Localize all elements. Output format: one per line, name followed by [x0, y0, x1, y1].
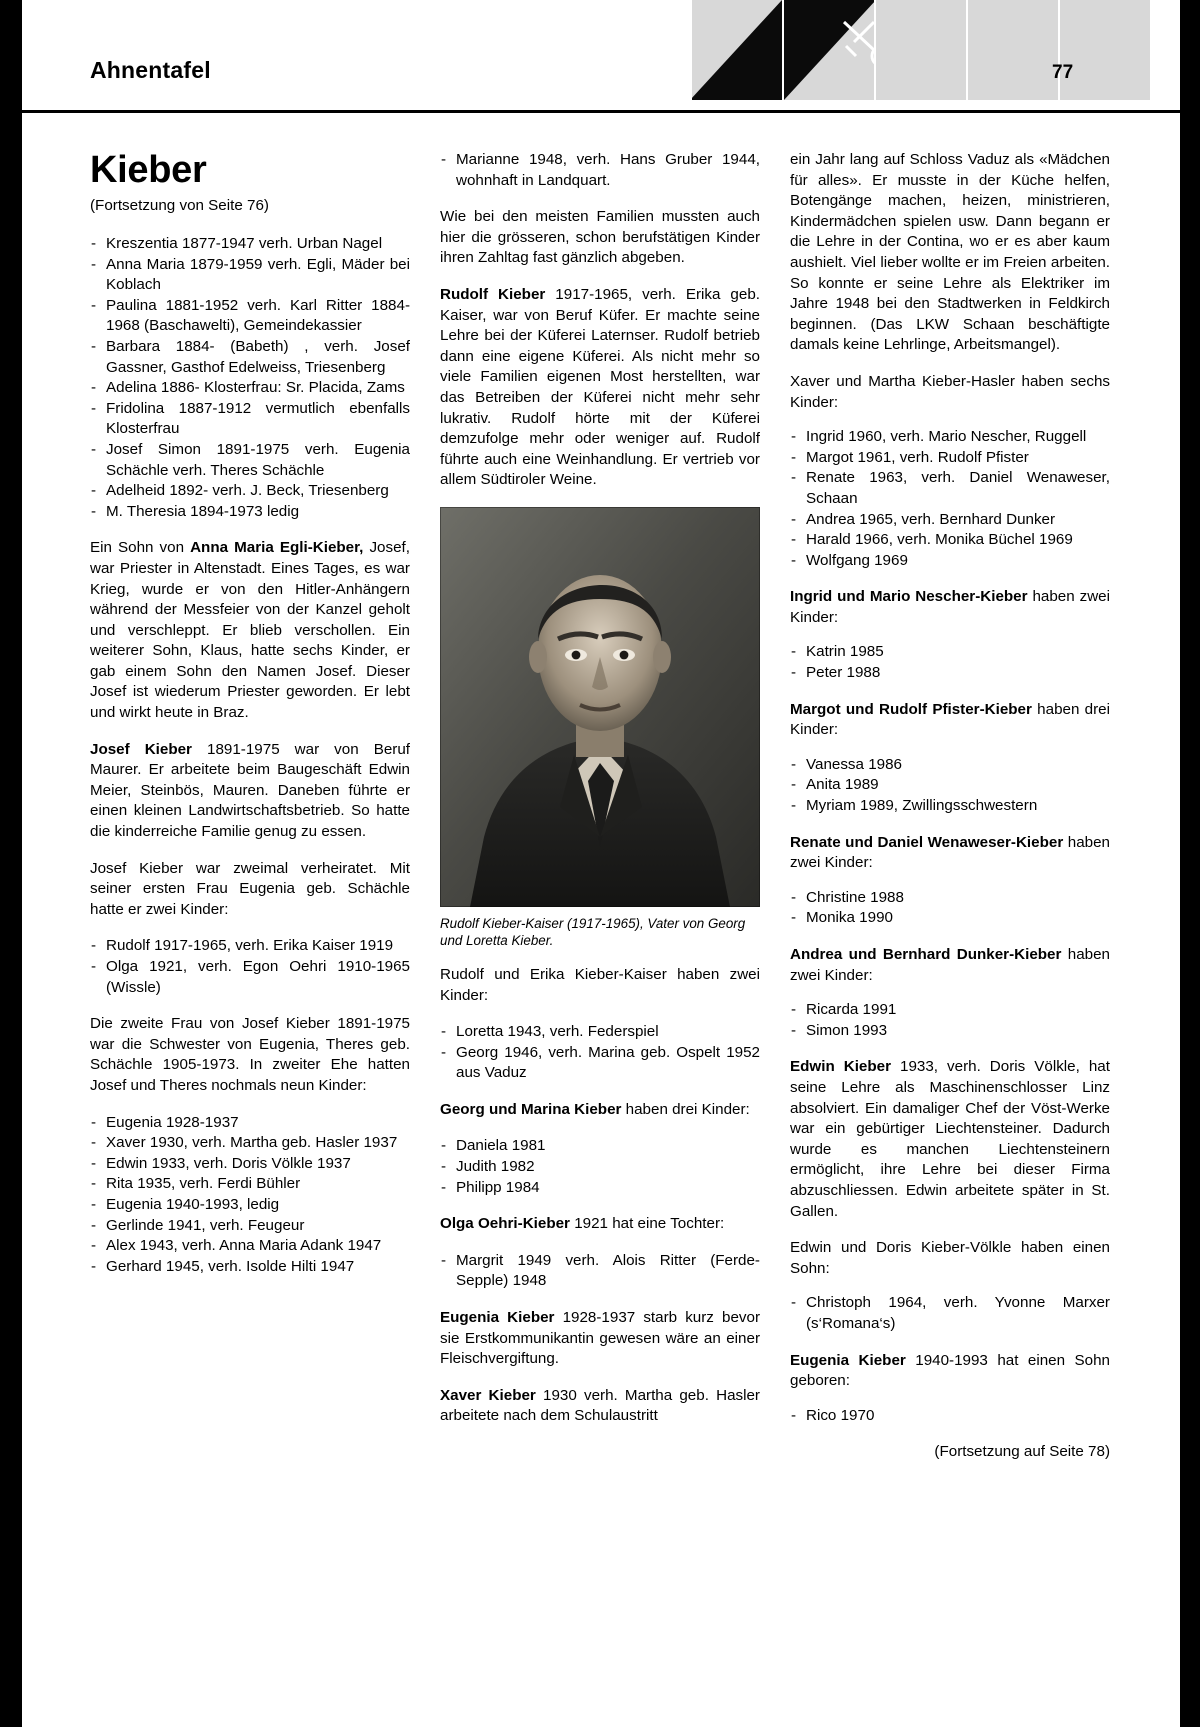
page-title: Ahnentafel [90, 57, 211, 83]
list-item: - Christoph 1964, verh. Yvonne Marxer (s‘Romana‘s) [790, 1293, 1110, 1334]
text-run: haben zwei Kinder: [790, 946, 1110, 984]
list-item: - Rita 1935, verh. Ferdi Bühler [90, 1174, 410, 1195]
list-item: - Myriam 1989, Zwillingsschwestern [790, 796, 1110, 817]
children-list-eugenia [790, 1406, 1110, 1427]
paragraph-xaver-kieber [440, 1386, 760, 1427]
text-run: Ein Sohn von [90, 539, 191, 557]
text-run: 1891-1975 war von Beruf Maurer. Er arbeitete beim Baugeschäft Edwin Meier, Steinbös, Mauren. Daneben führte er einen kleinen Landwirtschaftsbetrieb. So hatte die kinderreiche Familie genug zu essen. [90, 740, 410, 841]
list-item: - Paulina 1881-1952 verh. Karl Ritter 1884-1968 (Baschawelti), Gemeindekassier [90, 296, 410, 337]
children-list-olga [440, 1251, 760, 1292]
list-item: - Rudolf 1917-1965, verh. Erika Kaiser 1919 [90, 936, 410, 957]
paragraph-xaver-continued: ein Jahr lang auf Schloss Vaduz als «Mädchen für alles». Er musste in der Küche helfen, Botengänge machen, heizen, ministrieren, Kindermädchen spielen usw. Dann begann er die Lehre in der Contina, wo er es aber kaum aushielt. Viel lieber wollte er im Freien arbeiten. So konnte er seine Lehre als Elektriker im Jahre 1948 bei den Stadtwerken in Feldkirch beginnen. (Das LKW Schaan beschäftigte damals keine Lehrlinge, Arbeitsmangel). [790, 151, 1110, 354]
paragraph-rudolf-erika: Rudolf und Erika Kieber-Kaiser haben zwei Kinder: [440, 965, 760, 1004]
children-list-1 [90, 234, 410, 522]
children-list-dunker [790, 1000, 1110, 1041]
children-list-xaver-martha [790, 427, 1110, 571]
list-item: - Harald 1966, verh. Monika Büchel 1969 [790, 530, 1110, 551]
paragraph-olga-oehri [440, 1214, 760, 1235]
continuation-note: (Fortsetzung auf Seite 78) [934, 1443, 1110, 1461]
list-item: - Marianne 1948, verh. Hans Gruber 1944, wohnhaft in Landquart. [440, 150, 760, 191]
children-list-georg-marina [440, 1136, 760, 1198]
text-bold: Ingrid und Mario Nescher-Kieber [790, 588, 1028, 606]
column-1 [90, 150, 410, 1463]
logo-cell-5 [1060, 0, 1152, 100]
paragraph-josef-kieber [90, 740, 410, 843]
logo-cell-2 [784, 0, 876, 100]
children-list-pfister [790, 755, 1110, 817]
logo-cell-4 [968, 0, 1060, 100]
text-run: haben zwei Kinder: [790, 833, 1110, 872]
paragraph-eugenia-1940 [790, 1351, 1110, 1392]
column-3 [790, 150, 1110, 1463]
list-item: - Fridolina 1887-1912 vermutlich ebenfalls Klosterfrau [90, 399, 410, 440]
paragraph-ingrid-mario [790, 587, 1110, 628]
text-run: 1933, verh. Doris Völkle, hat seine Lehre als Maschinenschlosser Linz absolviert. Ein damaliger Chef der Vöst-Werke war ein gebürtiger Liechtensteiner. Dadurch wurde es manchen Liechtensteinern ermöglicht, ihre Lehre bei dieser Firma abzuschliessen. Edwin arbeitete später in St. Gallen. [790, 1058, 1110, 1220]
list-item: - Ricarda 1991 [790, 1000, 1110, 1021]
list-item: - Philipp 1984 [440, 1178, 760, 1199]
paragraph-edwin-kieber [790, 1057, 1110, 1222]
list-item: - Rico 1970 [790, 1406, 1110, 1427]
article-subtitle: (Fortsetzung von Seite 76) [90, 197, 269, 214]
page-left-margin-bar [0, 0, 22, 1727]
paragraph-eugenia-1928 [440, 1308, 760, 1370]
children-list-3 [90, 1113, 410, 1278]
page-right-margin-bar [1180, 0, 1200, 1727]
children-list-rudolf-erika [440, 1022, 760, 1084]
list-item: - Josef Simon 1891-1975 verh. Eugenia Schächle verh. Theres Schächle [90, 440, 410, 481]
text-run: haben drei Kinder: [790, 700, 1111, 739]
list-item: - Eugenia 1940-1993, ledig [90, 1195, 410, 1216]
header-logo-band [692, 0, 1180, 100]
paragraph-renate-daniel [790, 833, 1110, 874]
text-bold: Anna Maria Egli-Kieber, [190, 539, 364, 557]
text-run: haben drei Kinder: [621, 1100, 750, 1118]
coat-of-arms-icon [840, 16, 876, 74]
children-list-continued [440, 150, 760, 191]
list-item: - Christine 1988 [790, 888, 1110, 909]
photo-caption: Rudolf Kieber-Kaiser (1917-1965), Vater von Georg und Loretta Kieber. [440, 915, 746, 948]
page-header [22, 0, 1180, 112]
list-item: - Wolfgang 1969 [790, 551, 1110, 572]
photo-figure [440, 507, 760, 907]
text-bold: Olga Oehri-Kieber [440, 1215, 570, 1233]
text-run: 1917-1965, verh. Erika geb. Kaiser, war von Beruf Küfer. Er machte seine Lehre bei der Küferei Laternser. Rudolf betrieb dann eine eigene Küferei. Als nicht mehr so viele Familien eigenen Most herstellten, war das Betreiben der Küferei nicht mehr sehr lukrativ. Rudolf hörte mit der Küferei demzufolge mehr oder weniger auf. Rudolf führte auch eine Weinhandlung. Er vertrieb vor allem Südtiroler Weine. [440, 285, 760, 489]
list-item: - Ingrid 1960, verh. Mario Nescher, Ruggell [790, 427, 1110, 448]
paragraph-zahltag: Wie bei den meisten Familien mussten auch hier die grösseren, schon berufstätigen Kinder ihren Zahltag fast gänzlich abgeben. [440, 208, 760, 267]
list-item: - Peter 1988 [790, 663, 1110, 684]
list-item: - Alex 1943, verh. Anna Maria Adank 1947 [90, 1236, 410, 1257]
list-item: - Daniela 1981 [440, 1136, 760, 1157]
list-item: - Vanessa 1986 [790, 755, 1110, 776]
paragraph-georg-marina [440, 1100, 760, 1121]
list-item: - Gerhard 1945, verh. Isolde Hilti 1947 [90, 1257, 410, 1278]
list-item: - Barbara 1884- (Babeth) , verh. Josef Gassner, Gasthof Edelweiss, Triesenberg [90, 337, 410, 378]
paragraph-edwin-doris: Edwin und Doris Kieber-Völkle haben einen Sohn: [790, 1239, 1110, 1277]
list-item: - Katrin 1985 [790, 642, 1110, 663]
list-item: - Judith 1982 [440, 1157, 760, 1178]
list-item: - Loretta 1943, verh. Federspiel [440, 1022, 760, 1043]
list-item: - Olga 1921, verh. Egon Oehri 1910-1965 (Wissle) [90, 957, 410, 998]
paragraph-margot-rudolf [790, 700, 1110, 741]
logo-cell-1 [692, 0, 784, 100]
page-number: 77 [1052, 62, 1074, 83]
list-item: - Margrit 1949 verh. Alois Ritter (Ferde-Sepple) 1948 [440, 1251, 760, 1292]
text-run: Josef, war Priester in Altenstadt. Eines Tages, es war Krieg, wurde er von den Hitler-Anhängern während der Messfeier von der Kanzel geholt und verschleppt. Er blieb verschollen. Ein weiterer Sohn, Klaus, hatte sechs Kinder, er gab einem Sohn den Namen Josef. Dieser Josef ist wiederum Priester geworden. Er lebt und wirkt heute in Braz. [90, 539, 410, 722]
list-item: - Simon 1993 [790, 1021, 1110, 1042]
list-item: - M. Theresia 1894-1973 ledig [90, 502, 410, 523]
text-run: 1930 verh. Martha geb. Hasler arbeitete nach dem Schulaustritt [440, 1386, 760, 1425]
paragraph-two-marriages: Josef Kieber war zweimal verheiratet. Mit seiner ersten Frau Eugenia geb. Schächle hatte er zwei Kinder: [90, 859, 410, 918]
column-2 [440, 150, 760, 1463]
logo-triangle-dark-left [692, 0, 782, 100]
list-item: - Renate 1963, verh. Daniel Wenaweser, Schaan [790, 468, 1110, 509]
list-item: - Andrea 1965, verh. Bernhard Dunker [790, 510, 1110, 531]
list-item: - Kreszentia 1877-1947 verh. Urban Nagel [90, 234, 410, 255]
list-item: - Anita 1989 [790, 775, 1110, 796]
text-run: 1940-1993 hat einen Sohn geboren: [790, 1351, 1110, 1390]
text-bold: Georg und Marina Kieber [440, 1100, 622, 1118]
list-item: - Adelina 1886- Klosterfrau: Sr. Placida, Zams [90, 378, 410, 399]
paragraph-second-wife: Die zweite Frau von Josef Kieber 1891-1975 war die Schwester von Eugenia, Theres geb. Schächle 1905-1973. In zweiter Ehe hatten Josef und Theres nochmals neun Kinder: [90, 1015, 410, 1094]
page-sheet [22, 0, 1180, 1727]
list-item: - Georg 1946, verh. Marina geb. Ospelt 1952 aus Vaduz [440, 1043, 760, 1084]
text-bold: Edwin Kieber [790, 1058, 891, 1076]
text-bold: Josef Kieber [90, 740, 192, 758]
portrait-photo [440, 507, 760, 907]
paragraph-xaver-martha: Xaver und Martha Kieber-Hasler haben sechs Kinder: [790, 372, 1110, 411]
text-run: 1928-1937 starb kurz bevor sie Erstkommunikantin gewesen wäre an einer Fleischvergiftung. [440, 1309, 760, 1368]
text-bold: Rudolf Kieber [440, 285, 546, 303]
children-list-nescher [790, 642, 1110, 683]
list-item: - Xaver 1930, verh. Martha geb. Hasler 1937 [90, 1133, 410, 1154]
family-name-heading: Kieber [90, 149, 207, 191]
list-item: - Gerlinde 1941, verh. Feugeur [90, 1216, 410, 1237]
text-bold: Eugenia Kieber [440, 1309, 555, 1327]
children-list-2 [90, 936, 410, 998]
text-bold: Andrea und Bernhard Dunker-Kieber [790, 946, 1062, 963]
list-item: - Eugenia 1928-1937 [90, 1113, 410, 1134]
text-bold: Eugenia Kieber [790, 1351, 906, 1369]
text-bold: Renate und Daniel Wenaweser-Kieber [790, 833, 1064, 851]
article-columns [90, 150, 1110, 1463]
text-bold: Xaver Kieber [440, 1386, 536, 1404]
text-run: 1921 hat eine Tochter: [569, 1215, 725, 1233]
text-run: haben zwei Kinder: [790, 588, 1110, 626]
list-item: - Adelheid 1892- verh. J. Beck, Triesenberg [90, 481, 410, 502]
header-divider [22, 110, 1180, 113]
list-item: - Margot 1961, verh. Rudolf Pfister [790, 448, 1110, 469]
list-item: - Edwin 1933, verh. Doris Völkle 1937 [90, 1154, 410, 1175]
logo-cell-3 [876, 0, 968, 100]
paragraph-egli-kieber [90, 538, 410, 723]
list-item: - Monika 1990 [790, 908, 1110, 929]
paragraph-andrea-bernhard [790, 945, 1110, 986]
children-list-voelkle [790, 1293, 1110, 1334]
text-bold: Margot und Rudolf Pfister-Kieber [790, 700, 1032, 718]
paragraph-rudolf-kieber [440, 285, 760, 491]
children-list-wenaweser [790, 888, 1110, 929]
list-item: - Anna Maria 1879-1959 verh. Egli, Mäder bei Koblach [90, 255, 410, 296]
